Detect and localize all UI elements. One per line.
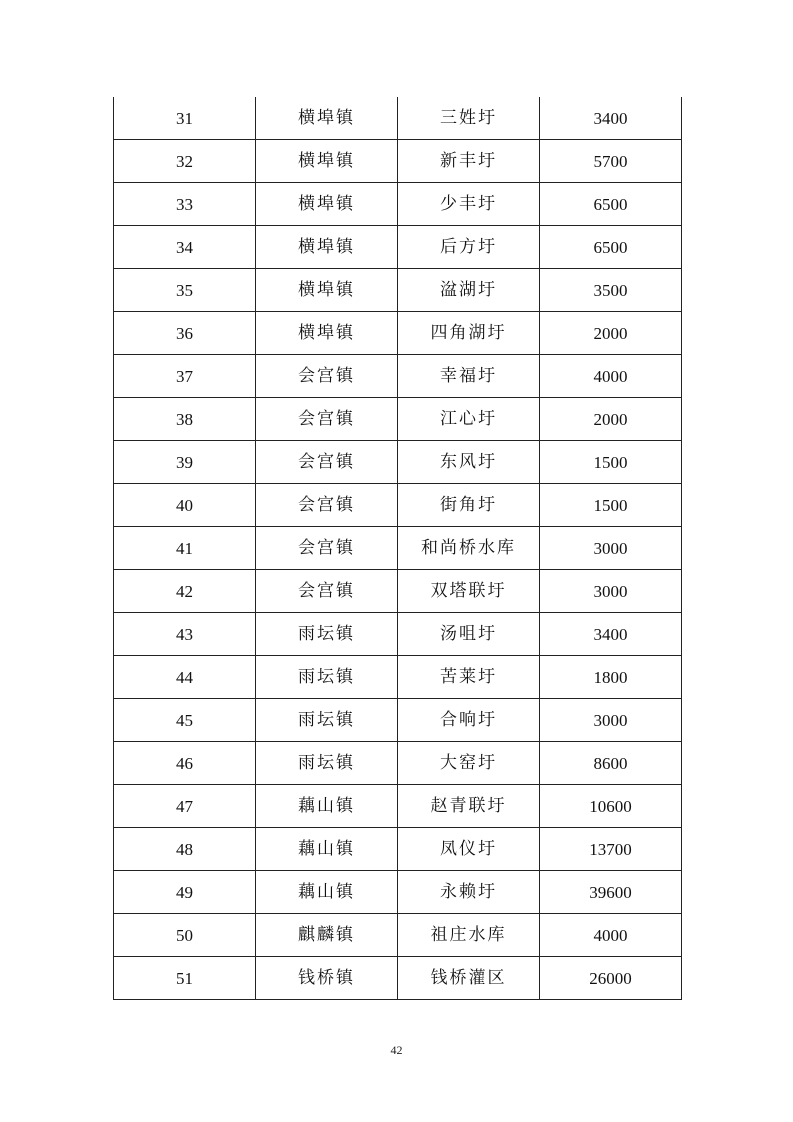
project-name-cell: 双塔联圩 bbox=[398, 570, 540, 613]
table-row bbox=[114, 828, 682, 871]
table-row bbox=[114, 914, 682, 957]
table-row bbox=[114, 957, 682, 1000]
table-row bbox=[114, 398, 682, 441]
value-cell: 5700 bbox=[540, 140, 682, 183]
town-cell: 会宫镇 bbox=[256, 398, 398, 441]
table-row bbox=[114, 97, 682, 140]
value-cell: 3500 bbox=[540, 269, 682, 312]
value-cell: 3000 bbox=[540, 699, 682, 742]
town-cell: 雨坛镇 bbox=[256, 699, 398, 742]
value-cell: 1500 bbox=[540, 441, 682, 484]
table-row bbox=[114, 355, 682, 398]
row-number-cell: 35 bbox=[114, 269, 256, 312]
table-row bbox=[114, 183, 682, 226]
town-cell: 横埠镇 bbox=[256, 140, 398, 183]
town-cell: 钱桥镇 bbox=[256, 957, 398, 1000]
value-cell: 6500 bbox=[540, 226, 682, 269]
irrigation-table bbox=[113, 97, 682, 1000]
value-cell: 4000 bbox=[540, 914, 682, 957]
value-cell: 1500 bbox=[540, 484, 682, 527]
table-row bbox=[114, 269, 682, 312]
project-name-cell: 后方圩 bbox=[398, 226, 540, 269]
project-name-cell: 大窑圩 bbox=[398, 742, 540, 785]
value-cell: 2000 bbox=[540, 312, 682, 355]
town-cell: 横埠镇 bbox=[256, 97, 398, 140]
value-cell: 4000 bbox=[540, 355, 682, 398]
table-row bbox=[114, 570, 682, 613]
town-cell: 会宫镇 bbox=[256, 570, 398, 613]
row-number-cell: 49 bbox=[114, 871, 256, 914]
value-cell: 26000 bbox=[540, 957, 682, 1000]
table-row bbox=[114, 699, 682, 742]
project-name-cell: 江心圩 bbox=[398, 398, 540, 441]
row-number-cell: 45 bbox=[114, 699, 256, 742]
town-cell: 会宫镇 bbox=[256, 441, 398, 484]
table-row bbox=[114, 484, 682, 527]
project-name-cell: 三姓圩 bbox=[398, 97, 540, 140]
row-number-cell: 32 bbox=[114, 140, 256, 183]
town-cell: 横埠镇 bbox=[256, 183, 398, 226]
town-cell: 会宫镇 bbox=[256, 355, 398, 398]
row-number-cell: 46 bbox=[114, 742, 256, 785]
table-row bbox=[114, 656, 682, 699]
row-number-cell: 51 bbox=[114, 957, 256, 1000]
town-cell: 雨坛镇 bbox=[256, 613, 398, 656]
value-cell: 8600 bbox=[540, 742, 682, 785]
project-name-cell: 钱桥灌区 bbox=[398, 957, 540, 1000]
value-cell: 1800 bbox=[540, 656, 682, 699]
project-name-cell: 赵青联圩 bbox=[398, 785, 540, 828]
project-name-cell: 汤咀圩 bbox=[398, 613, 540, 656]
project-name-cell: 新丰圩 bbox=[398, 140, 540, 183]
row-number-cell: 43 bbox=[114, 613, 256, 656]
value-cell: 10600 bbox=[540, 785, 682, 828]
table-row bbox=[114, 613, 682, 656]
project-name-cell: 祖庄水库 bbox=[398, 914, 540, 957]
town-cell: 横埠镇 bbox=[256, 312, 398, 355]
town-cell: 麒麟镇 bbox=[256, 914, 398, 957]
table-row bbox=[114, 441, 682, 484]
row-number-cell: 42 bbox=[114, 570, 256, 613]
project-name-cell: 幸福圩 bbox=[398, 355, 540, 398]
row-number-cell: 50 bbox=[114, 914, 256, 957]
project-name-cell: 少丰圩 bbox=[398, 183, 540, 226]
project-name-cell: 东风圩 bbox=[398, 441, 540, 484]
project-name-cell: 和尚桥水库 bbox=[398, 527, 540, 570]
town-cell: 雨坛镇 bbox=[256, 742, 398, 785]
row-number-cell: 36 bbox=[114, 312, 256, 355]
value-cell: 3000 bbox=[540, 527, 682, 570]
town-cell: 会宫镇 bbox=[256, 484, 398, 527]
page-number: 42 bbox=[390, 1043, 403, 1057]
table-row bbox=[114, 312, 682, 355]
row-number-cell: 41 bbox=[114, 527, 256, 570]
row-number-cell: 40 bbox=[114, 484, 256, 527]
value-cell: 6500 bbox=[540, 183, 682, 226]
table-row bbox=[114, 785, 682, 828]
town-cell: 藕山镇 bbox=[256, 785, 398, 828]
table-row bbox=[114, 140, 682, 183]
table-row bbox=[114, 527, 682, 570]
row-number-cell: 38 bbox=[114, 398, 256, 441]
value-cell: 3400 bbox=[540, 97, 682, 140]
row-number-cell: 33 bbox=[114, 183, 256, 226]
town-cell: 藕山镇 bbox=[256, 871, 398, 914]
table-row bbox=[114, 742, 682, 785]
town-cell: 横埠镇 bbox=[256, 269, 398, 312]
row-number-cell: 44 bbox=[114, 656, 256, 699]
row-number-cell: 37 bbox=[114, 355, 256, 398]
project-name-cell: 街角圩 bbox=[398, 484, 540, 527]
row-number-cell: 39 bbox=[114, 441, 256, 484]
row-number-cell: 47 bbox=[114, 785, 256, 828]
project-name-cell: 苦莱圩 bbox=[398, 656, 540, 699]
town-cell: 藕山镇 bbox=[256, 828, 398, 871]
project-name-cell: 永赖圩 bbox=[398, 871, 540, 914]
town-cell: 横埠镇 bbox=[256, 226, 398, 269]
value-cell: 3000 bbox=[540, 570, 682, 613]
project-name-cell: 合响圩 bbox=[398, 699, 540, 742]
row-number-cell: 34 bbox=[114, 226, 256, 269]
row-number-cell: 48 bbox=[114, 828, 256, 871]
town-cell: 雨坛镇 bbox=[256, 656, 398, 699]
table-row bbox=[114, 226, 682, 269]
project-name-cell: 四角湖圩 bbox=[398, 312, 540, 355]
table-row bbox=[114, 871, 682, 914]
value-cell: 39600 bbox=[540, 871, 682, 914]
value-cell: 13700 bbox=[540, 828, 682, 871]
project-name-cell: 凤仪圩 bbox=[398, 828, 540, 871]
value-cell: 2000 bbox=[540, 398, 682, 441]
table-body bbox=[114, 97, 682, 1000]
row-number-cell: 31 bbox=[114, 97, 256, 140]
value-cell: 3400 bbox=[540, 613, 682, 656]
project-name-cell: 湓湖圩 bbox=[398, 269, 540, 312]
town-cell: 会宫镇 bbox=[256, 527, 398, 570]
